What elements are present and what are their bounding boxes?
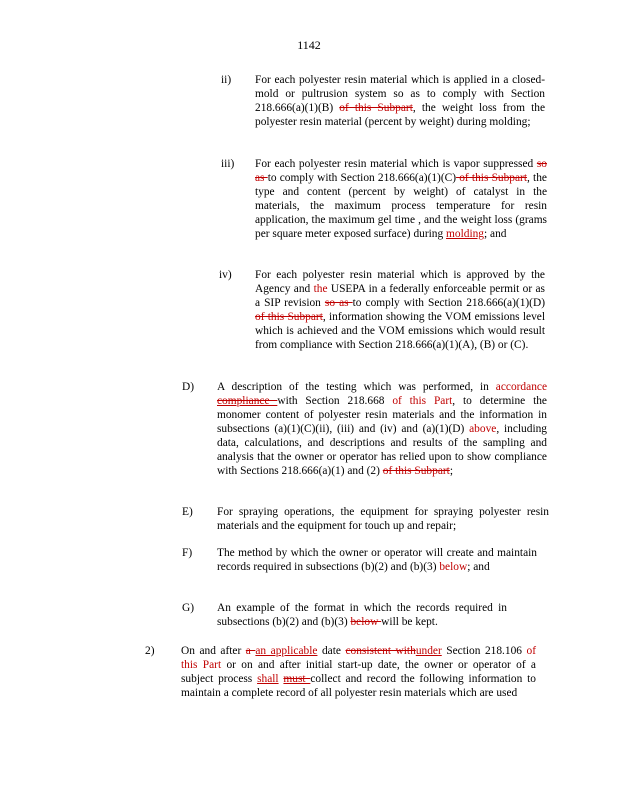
item-label: iii) — [221, 158, 235, 170]
item-label: F) — [182, 547, 193, 559]
deleted-text: of this Subpart — [382, 465, 450, 477]
inserted-text: an applicable — [255, 645, 318, 657]
item-text: For each polyester resin material which is vapor suppressed so as to comply with Section 218.666(a)(1)(C) of this Subpart, the type and content (percent by weight) of catalyst in the materials, the maximum process temperature for resin application, the maximum gel time , and the weight loss (grams per square meter exposed surface) during molding; and — [255, 158, 547, 240]
inserted-text: under — [415, 645, 442, 657]
deleted-text: so as — [255, 158, 547, 184]
item-label: D) — [182, 381, 195, 393]
item-text: For each polyester resin material which is approved by the Agency and the USEPA in a federally enforceable permit or as a SIP revision so as to comply with Section 218.666(a)(1)(D) of this Subpart, information showing the VOM emissions level which is achieved and the VOM emissions which would result from compliance with Section 218.666(a)(1)(A), (B) or (C). — [255, 269, 545, 351]
inserted-text: above — [469, 423, 497, 435]
deleted-text: compliance — [217, 395, 278, 407]
inserted-text: the — [313, 283, 328, 295]
deleted-text: of this Subpart — [255, 311, 323, 323]
deleted-text: of this Subpart — [339, 102, 413, 114]
inserted-text: accordance — [495, 381, 547, 393]
inserted-text: below — [439, 561, 468, 573]
item-text: For spraying operations, the equipment for spraying polyester resin materials and the equipment for touch up and repair; — [217, 506, 549, 532]
inserted-text: shall — [257, 673, 279, 685]
deleted-text: so as — [324, 297, 353, 309]
item-text: An example of the format in which the records required in subsections (b)(2) and (b)(3) below will be kept. — [217, 602, 507, 628]
item-label: G) — [182, 602, 195, 614]
deleted-text: consistent with — [345, 645, 416, 657]
item-label: 2) — [145, 645, 155, 657]
item-label: E) — [182, 506, 193, 518]
item-text: On and after a an applicable date consistent withunder Section 218.106 of this Part or on and after initial start-up date, the owner or operator of a subject process shall must collect and record the following information to maintain a complete record of all polyester resin materials which are used — [181, 645, 536, 699]
item-text: The method by which the owner or operator will create and maintain records required in subsections (b)(2) and (b)(3) below; and — [217, 547, 537, 573]
item-label: ii) — [221, 74, 232, 86]
inserted-text: of this Part — [392, 395, 453, 407]
item-text: For each polyester resin material which is applied in a closed-mold or pultrusion system so as to comply with Section 218.666(a)(1)(B) of this Subpart, the weight loss from the polyester resin material (percent by weight) during molding; — [255, 74, 545, 128]
inserted-text: molding — [446, 228, 485, 240]
deleted-text: below — [350, 616, 382, 628]
deleted-text: must — [283, 673, 311, 685]
deleted-text: a — [245, 645, 256, 657]
item-text: A description of the testing which was performed, in accordance compliance with Section 218.668 of this Part, to determine the monomer content of polyester resin materials and the information in subsections (a)(1)(C)(ii), (iii) and (iv) and (a)(1)(D) above, including data, calculations, and descriptions and results of the sampling and analysis that the owner or operator has relied upon to show compliance with Sections 218.666(a)(1) and (2) of this Subpart; — [217, 381, 547, 477]
page-number: 1142 — [297, 38, 321, 52]
item-label: iv) — [219, 269, 232, 281]
inserted-text: of this Part — [181, 645, 536, 671]
deleted-text: of this Subpart — [456, 172, 528, 184]
